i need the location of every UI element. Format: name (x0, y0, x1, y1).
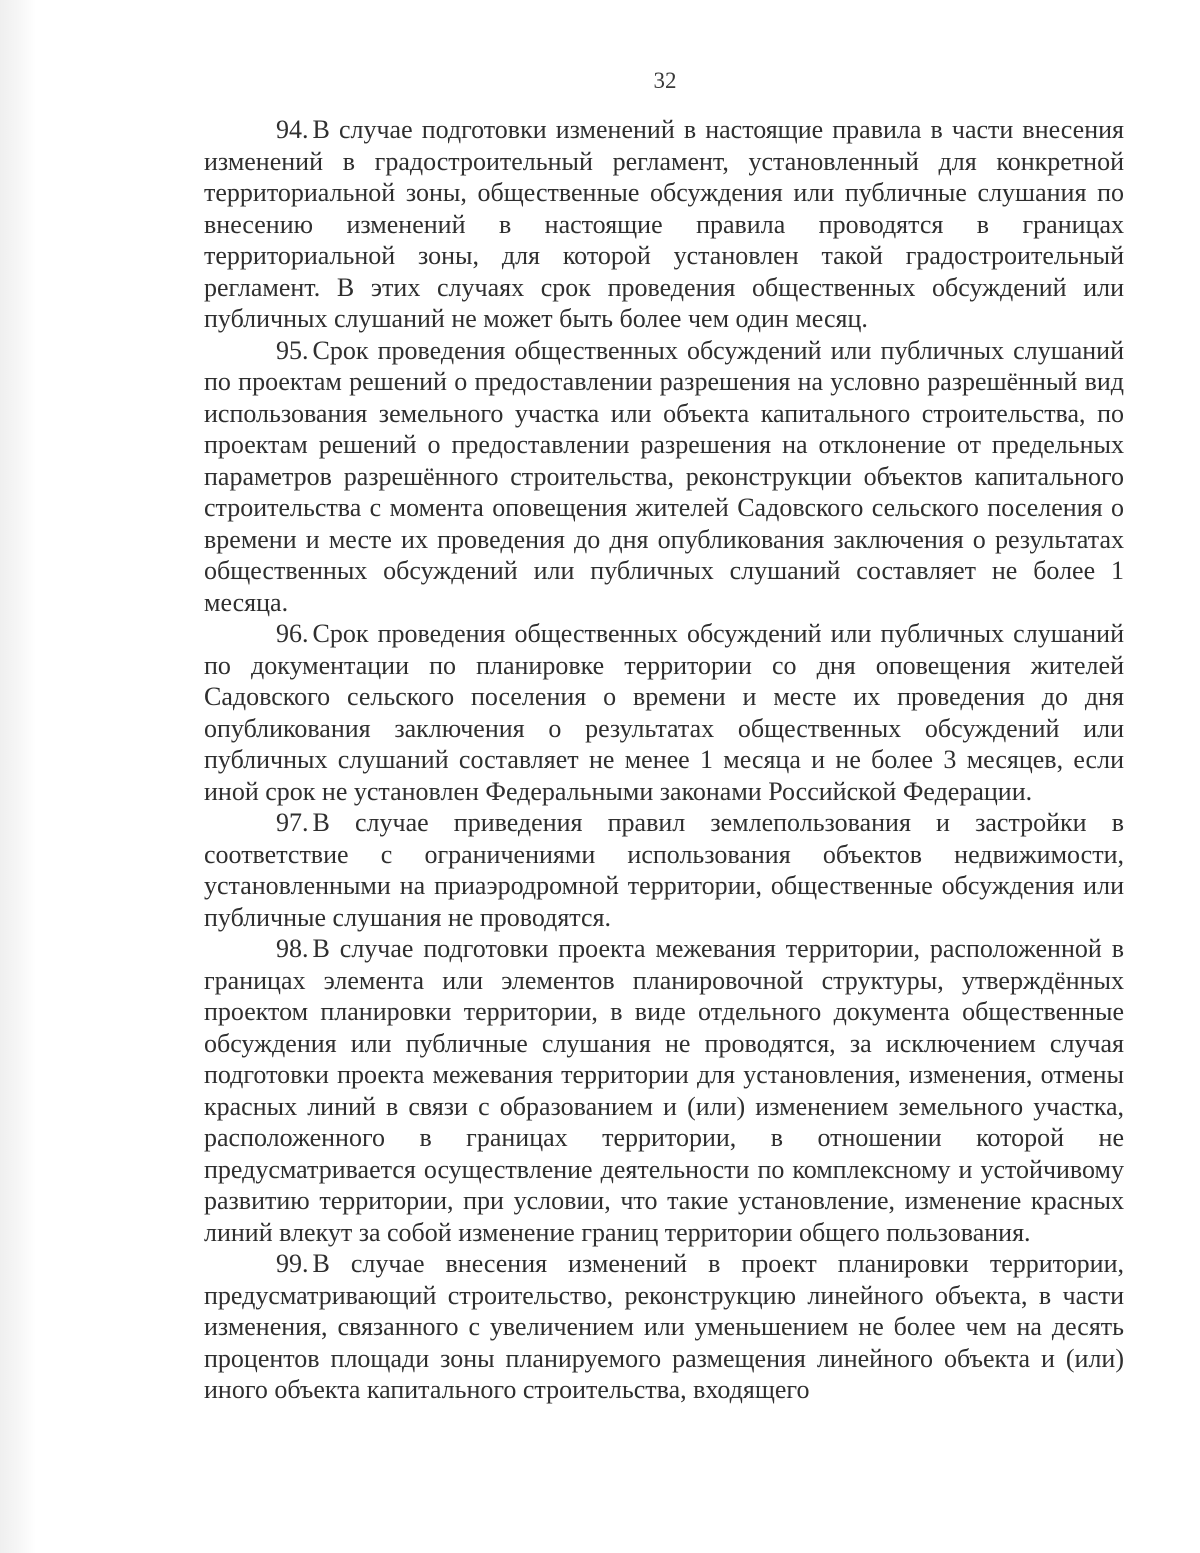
paragraph-99 (204, 1248, 1124, 1406)
paragraph-text: В случае внесения изменений в проект планировки территории, предусматривающий строительство, реконструкцию линейного объекта, в части изменения, связанного с увеличением или уменьшением не более чем на десять процентов площади зоны планируемого размещения линейного объекта и (или) иного объекта капитального строительства, входящего (204, 1249, 1124, 1404)
paragraph-97 (204, 807, 1124, 933)
paragraph-text: Срок проведения общественных обсуждений или публичных слушаний по проектам решений о предоставлении разрешения на условно разрешённый вид использования земельного участка или объекта капитального строительства, по проектам решений о предоставлении разрешения на отклонение от предельных параметров разрешённого строительства, реконструкции объектов капитального строительства с момента оповещения жителей Садовского сельского поселения о времени и месте их проведения до дня опубликования заключения о результатах общественных обсуждений или публичных слушаний составляет не более 1 месяца. (204, 335, 1124, 617)
paragraph-number: 98. (276, 934, 309, 963)
paragraph-number: 97. (276, 808, 309, 837)
paragraph-text: Срок проведения общественных обсуждений или публичных слушаний по документации по планировке территории со дня оповещения жителей Садовского сельского поселения о времени и месте их проведения до дня опубликования заключения о результатах общественных обсуждений или публичных слушаний составляет не менее 1 месяца и не более 3 месяцев, если иной срок не установлен Федеральными законами Российской Федерации. (204, 619, 1124, 806)
paragraph-text: В случае приведения правил землепользования и застройки в соответствие с ограничениями использования объектов недвижимости, установленными на приаэродромной территории, общественные обсуждения или публичные слушания не проводятся. (204, 808, 1124, 932)
paragraph-96 (204, 618, 1124, 807)
page-number: 32 (653, 68, 677, 93)
paragraph-number: 96. (276, 619, 309, 648)
paragraph-number: 99. (276, 1249, 309, 1278)
paragraph-number: 95. (276, 335, 309, 365)
scan-edge-shadow (0, 0, 36, 1553)
paragraph-98 (204, 933, 1124, 1248)
paragraph-number: 94. (276, 115, 309, 144)
paragraph-94 (204, 114, 1124, 335)
paragraph-text: В случае подготовки изменений в настоящие правила в части внесения изменений в градостроительный регламент, установленный для конкретной территориальной зоны, общественные обсуждения или публичные слушания по внесению изменений в настоящие правила проводятся в границах территориальной зоны, для которой установлен такой градостроительный регламент. В этих случаях срок проведения общественных обсуждений или публичных слушаний не может быть более чем один месяц. (204, 115, 1124, 333)
paragraph-95 (204, 335, 1124, 619)
document-body (204, 114, 1124, 1406)
paragraph-text: В случае подготовки проекта межевания территории, расположенной в границах элемента или элементов планировочной структуры, утверждённых проектом планировки территории, в виде отдельного документа общественные обсуждения или публичные слушания не проводятся, за исключением случая подготовки проекта межевания территории для установления, изменения, отмены красных линий в связи с образованием и (или) изменением земельного участка, расположенного в границах территории, в отношении которой не предусматривается осуществление деятельности по комплексному и устойчивому развитию территории, при условии, что такие установление, изменение красных линий влекут за собой изменение границ территории общего пользования. (204, 934, 1124, 1247)
